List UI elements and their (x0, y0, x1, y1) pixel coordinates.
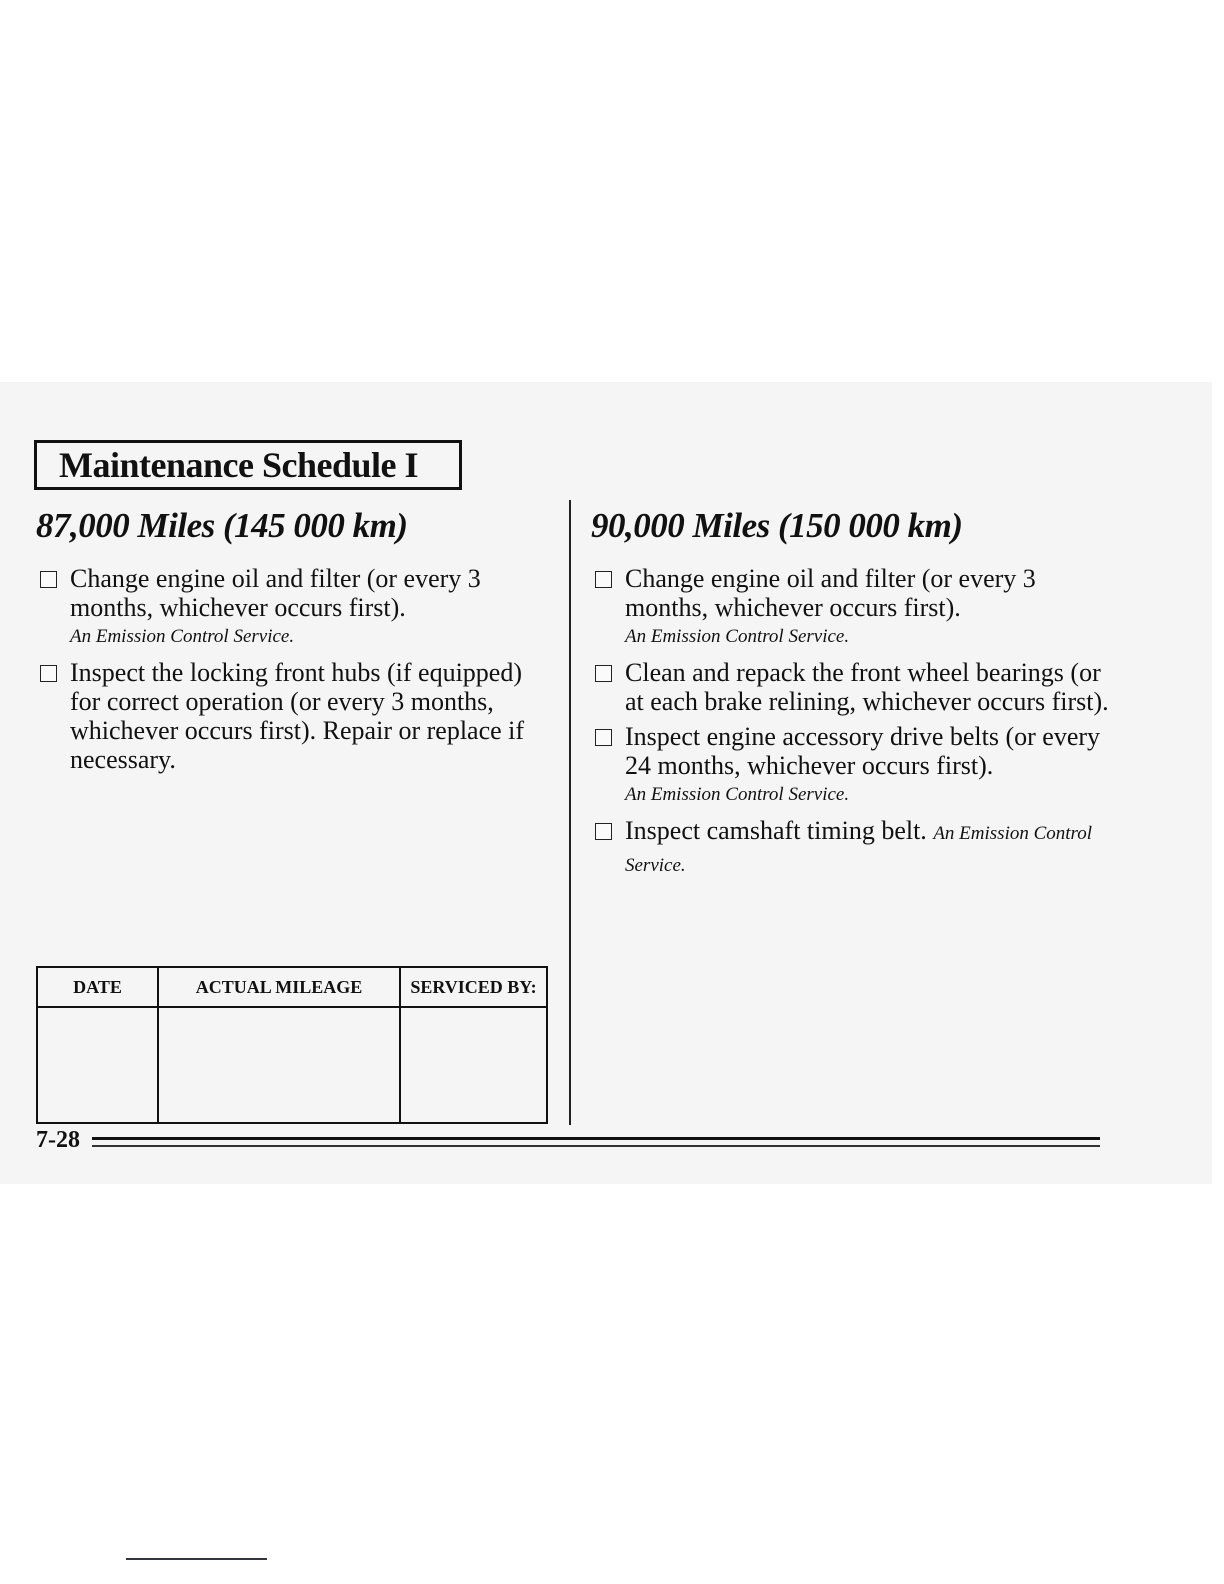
mileage-header: ACTUAL MILEAGE (158, 967, 400, 1007)
checkbox[interactable] (595, 665, 612, 682)
item-text: Change engine oil and filter (or every 3 months, whichever occurs first). (70, 564, 481, 622)
checkbox[interactable] (595, 729, 612, 746)
checkbox[interactable] (40, 665, 57, 682)
item-note: An Emission Control Service. (625, 626, 850, 647)
serviced-by-cell[interactable] (400, 1007, 547, 1123)
checkbox[interactable] (595, 823, 612, 840)
item-note: An Emission Control Service. (70, 626, 295, 647)
page-title: Maintenance Schedule I (34, 440, 462, 490)
list-item (591, 564, 1111, 652)
column-divider (569, 500, 571, 1125)
mileage-cell[interactable] (158, 1007, 400, 1123)
right-heading: 90,000 Miles (150 000 km) (591, 506, 963, 545)
checkbox[interactable] (40, 571, 57, 588)
footer-rule-thin (92, 1145, 1100, 1147)
left-checklist (36, 564, 552, 780)
list-item (591, 658, 1111, 716)
serviced-by-header: SERVICED BY: (400, 967, 547, 1007)
bottom-underline (126, 1558, 267, 1560)
checkbox[interactable] (595, 571, 612, 588)
item-text: Clean and repack the front wheel bearings (or at each brake relining, whichever occurs first). (625, 658, 1109, 716)
date-header: DATE (37, 967, 158, 1007)
item-text: Change engine oil and filter (or every 3 months, whichever occurs first). (625, 564, 1036, 622)
right-checklist (591, 564, 1111, 886)
item-note: An Emission Control Service. (625, 784, 850, 805)
item-text: Inspect the locking front hubs (if equipped) for correct operation (or every 3 months, whichever occurs first). Repair or replace if necessary. (70, 658, 525, 774)
item-text: Inspect engine accessory drive belts (or every 24 months, whichever occurs first). (625, 722, 1101, 780)
item-text: Inspect camshaft timing belt. (625, 816, 927, 845)
list-item (591, 722, 1111, 810)
footer-rule (92, 1137, 1100, 1140)
left-heading: 87,000 Miles (145 000 km) (36, 506, 408, 545)
service-record-table (36, 966, 548, 1124)
list-item (591, 816, 1111, 880)
date-cell[interactable] (37, 1007, 158, 1123)
list-item (36, 564, 552, 652)
list-item (36, 658, 552, 774)
page-number: 7-28 (36, 1127, 80, 1153)
item-note: An Emission Control Service. (625, 823, 1093, 876)
